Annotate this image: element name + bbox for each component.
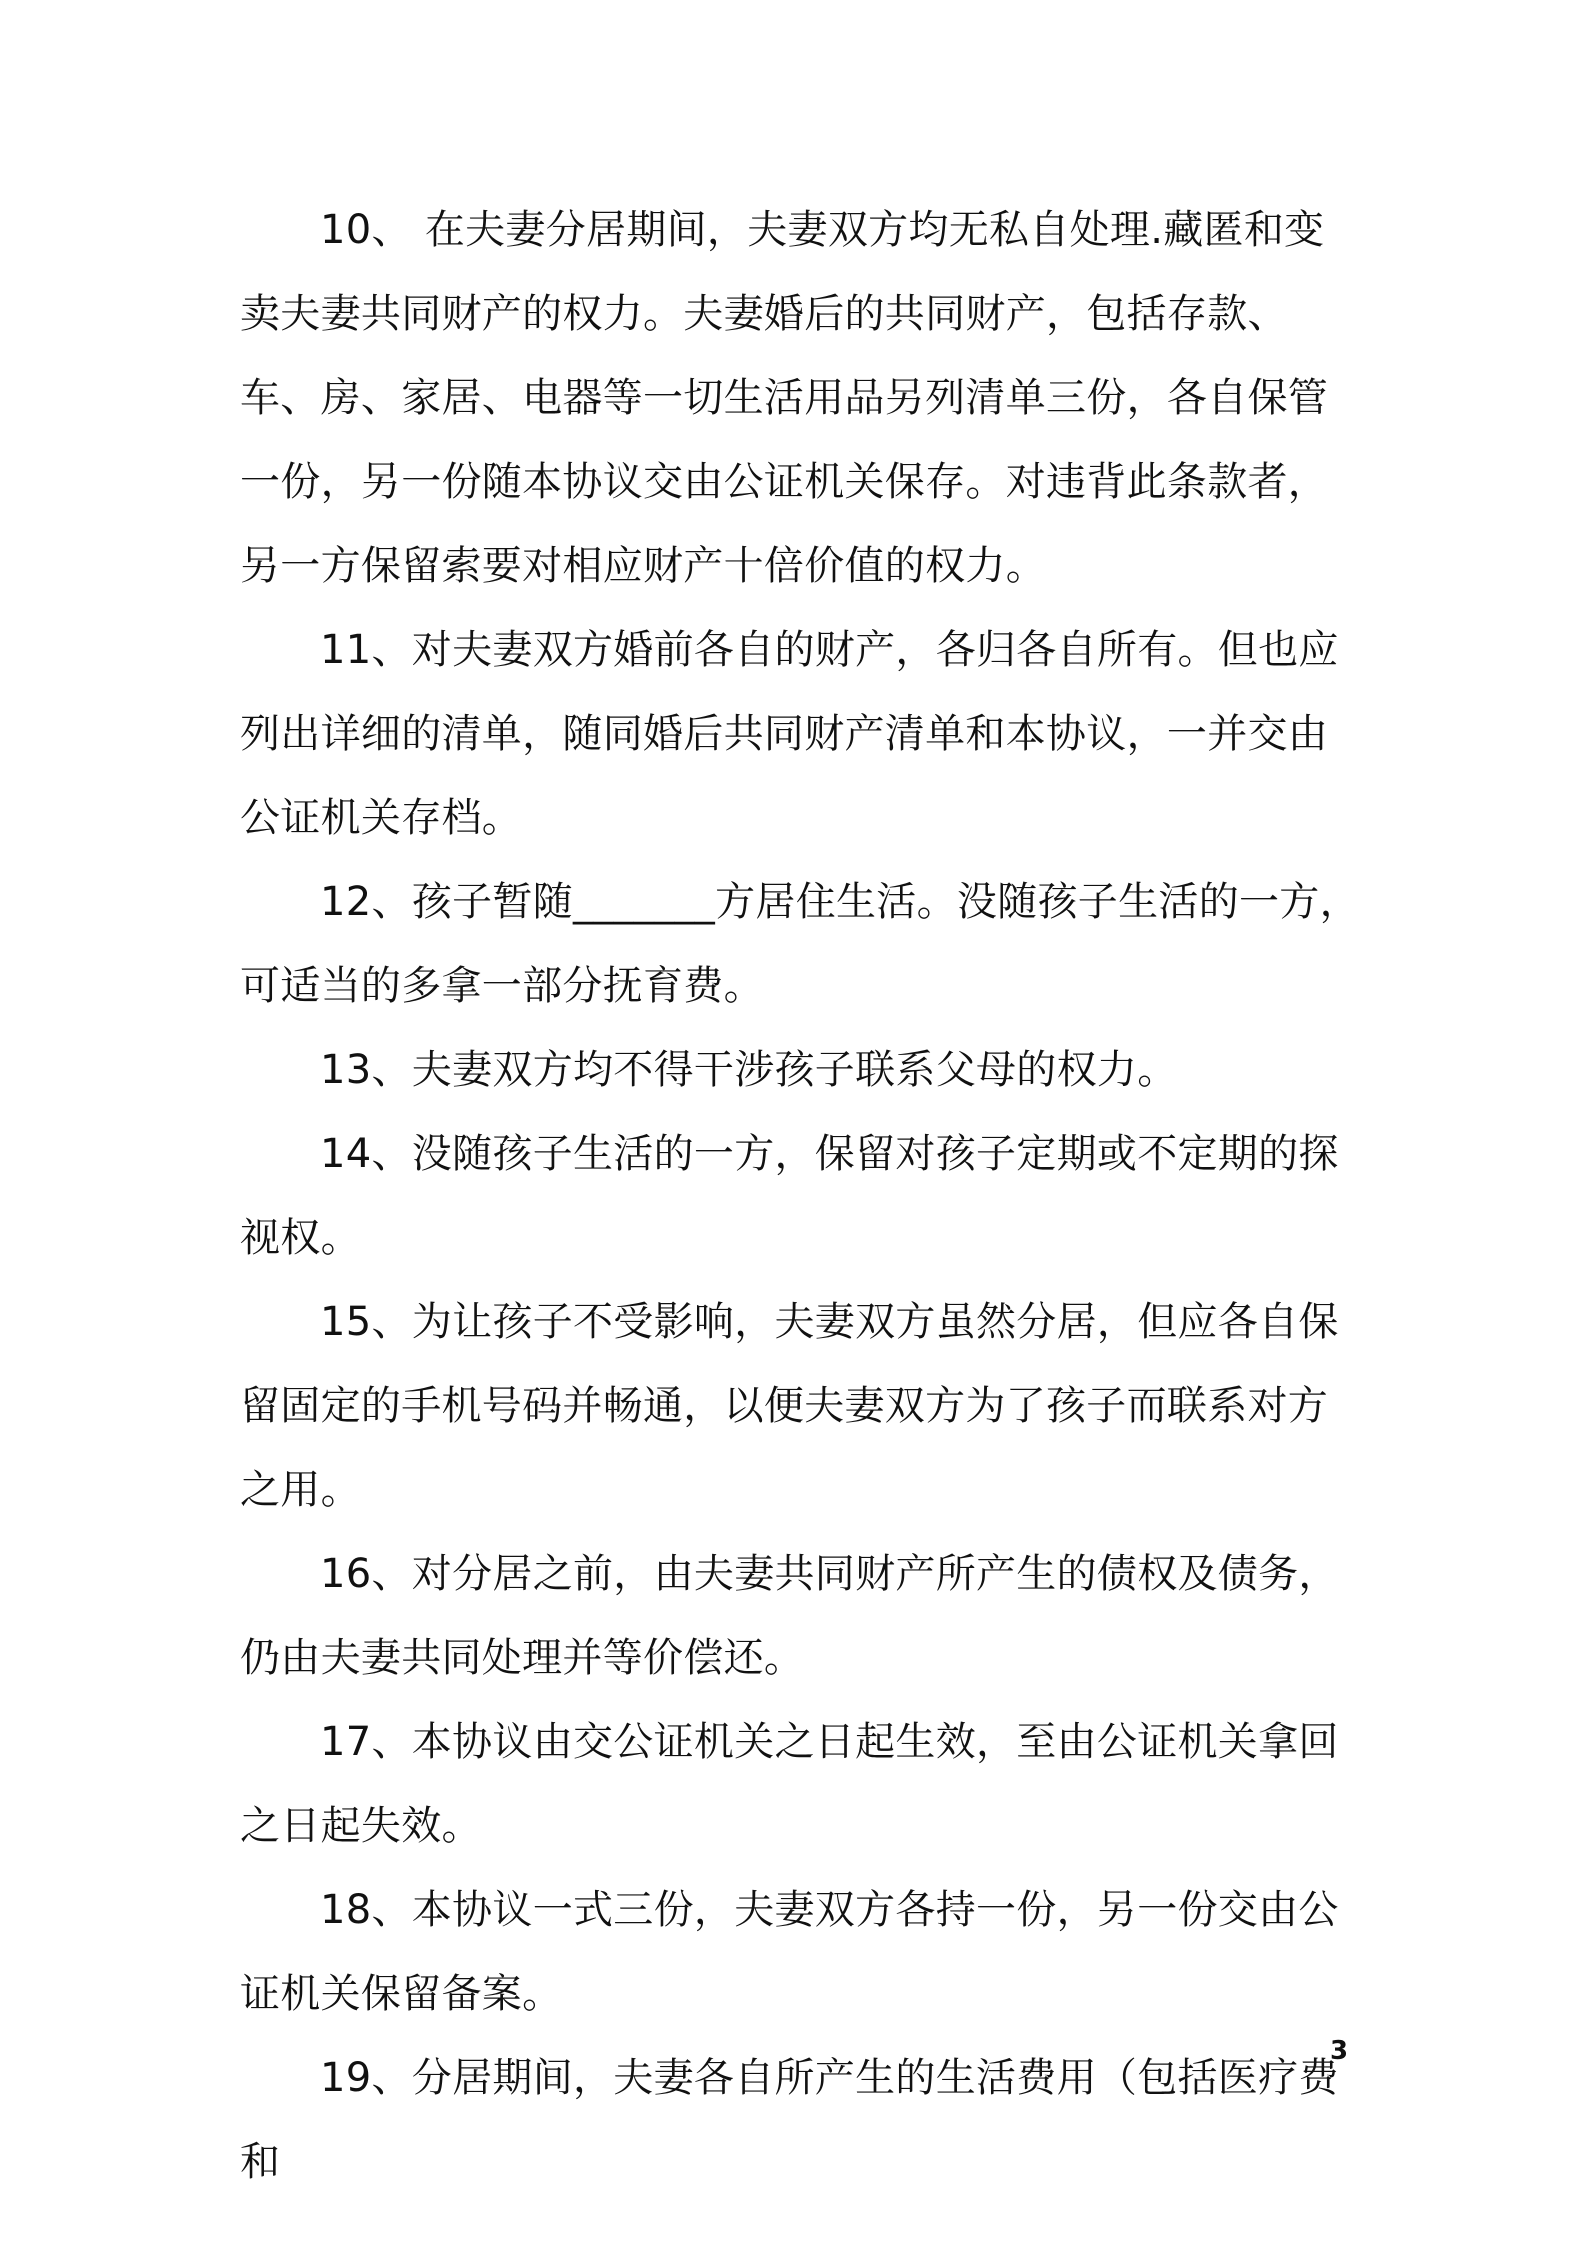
clause-15: 15、为让孩子不受影响，夫妻双方虽然分居，但应各自保留固定的手机号码并畅通，以便夫妻双方为了孩子而联系对方之用。 bbox=[240, 1299, 1339, 1513]
clause-11: 11、对夫妻双方婚前各自的财产，各归各自所有。但也应列出详细的清单，随同婚后共同财产清单和本协议，一并交由公证机关存档。 bbox=[240, 627, 1339, 841]
clause-16: 16、对分居之前，由夫妻共同财产所产生的债权及债务，仍由夫妻共同处理并等价偿还。 bbox=[240, 1551, 1339, 1681]
page-number: 3 bbox=[1330, 2036, 1349, 2066]
clause-14: 14、没随孩子生活的一方，保留对孩子定期或不定期的探视权。 bbox=[240, 1131, 1339, 1261]
clause-10: 10、 在夫妻分居期间，夫妻双方均无私自处理.藏匿和变卖夫妻共同财产的权力。夫妻婚后的共同财产，包括存款、车、房、家居、电器等一切生活用品另列清单三份，各自保管一份，另一份随本协议交由公证机关保存。对违背此条款者，另一方保留索要对相应财产十倍价值的权力。 bbox=[240, 207, 1329, 589]
clause-18: 18、本协议一式三份，夫妻双方各持一份，另一份交由公证机关保留备案。 bbox=[240, 1887, 1339, 2017]
clause-12: 12、孩子暂随_______方居住生活。没随孩子生活的一方，可适当的多拿一部分抚育费。 bbox=[240, 879, 1360, 1009]
clause-19: 19、分居期间，夫妻各自所产生的生活费用（包括医疗费和 bbox=[240, 2055, 1339, 2185]
document-body bbox=[240, 188, 1360, 2204]
clause-13: 13、夫妻双方均不得干涉孩子联系父母的权力。 bbox=[320, 1047, 1178, 1093]
clause-17: 17、本协议由交公证机关之日起生效，至由公证机关拿回之日起失效。 bbox=[240, 1719, 1339, 1849]
